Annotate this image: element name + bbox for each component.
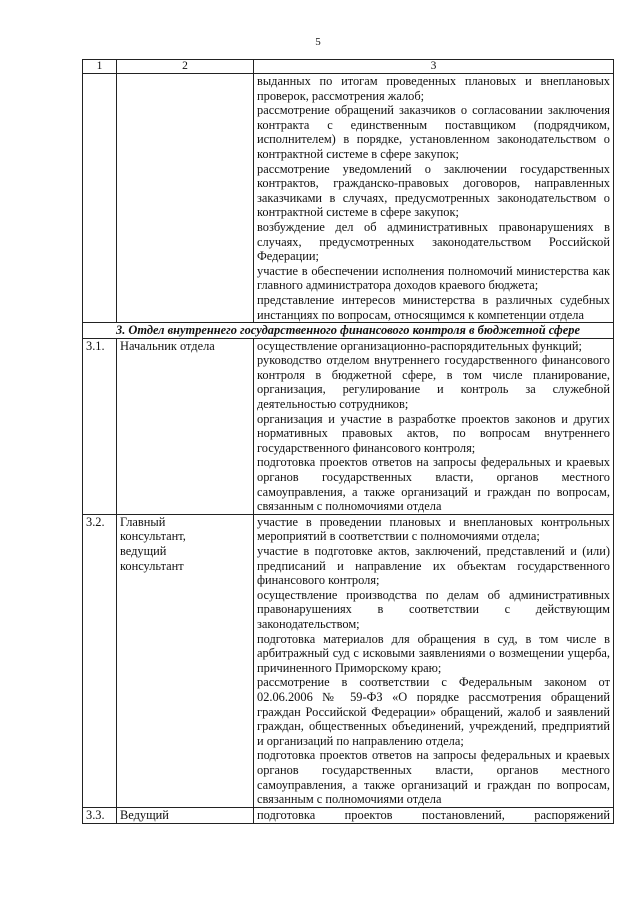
section-title: 3. Отдел внутреннего государственного финансового контроля в бюджетной сфере xyxy=(83,323,614,339)
duty-item: рассмотрение в соответствии с Федеральным законом от 02.06.2006 № 59-ФЗ «О порядке рассмотрения обращений граждан Российской Федерации» обращений, жалоб и заявлений граждан, общественных объединений, учреждений, предприятий и организаций по направлению отдела; xyxy=(257,675,610,748)
table-row xyxy=(83,807,614,823)
duty-item: участие в подготовке актов, заключений, представлений и (или) предписаний и направление их объектам государственного финансового контроля; xyxy=(257,544,610,588)
duty-item: осуществление производства по делам об административных правонарушениях в соответствии с действующим законодательством; xyxy=(257,587,610,631)
duty-item: участие в обеспечении исполнения полномочий министерства как главного администратора доходов краевого бюджета; xyxy=(257,263,610,293)
table-row-continued xyxy=(83,74,614,323)
row-number: 3.1. xyxy=(83,338,117,514)
page-number: 5 xyxy=(315,36,321,48)
row-number-cell xyxy=(83,74,117,323)
duty-item: организация и участие в разработке проектов законов и других нормативных правовых актов, по вопросам внутреннего государственного финансового контроля; xyxy=(257,411,610,455)
duty-item: возбуждение дел об административных правонарушениях в случаях, предусмотренных законодательством Российской Федерации; xyxy=(257,219,610,264)
table-header-row xyxy=(83,60,614,74)
duties-table xyxy=(82,59,614,824)
duty-item: участие в проведении плановых и внеплановых контрольных мероприятий в соответствии с полномочиями отдела; xyxy=(257,514,610,544)
row-role xyxy=(117,514,254,807)
row-role-cell xyxy=(117,74,254,323)
table-row xyxy=(83,338,614,514)
duty-item: осуществление организационно-распорядительных функций; xyxy=(257,338,582,353)
section-heading-row xyxy=(83,323,614,339)
duty-item: подготовка материалов для обращения в суд, в том числе в арбитражный суд с исковыми заявлениями о возмещении ущерба, причиненного Приморскому краю; xyxy=(257,631,610,675)
row-role: Начальник отдела xyxy=(117,338,254,514)
duty-item: выданных по итогам проведенных плановых и внеплановых проверок, рассмотрения жалоб; xyxy=(257,74,610,103)
header-col-3: 3 xyxy=(254,60,614,74)
row-duties-cell xyxy=(254,807,614,823)
row-number: 3.2. xyxy=(83,514,117,807)
row-role-text: Главный консультант, ведущий консультант xyxy=(120,514,186,573)
row-duties-cell xyxy=(254,514,614,807)
duty-item: подготовка проектов постановлений, распоряжений xyxy=(257,807,610,822)
duty-item: представление интересов министерства в различных судебных инстанциях по вопросам, относящимся к компетенции отдела xyxy=(257,292,610,322)
header-col-2: 2 xyxy=(117,60,254,74)
duty-item: рассмотрение обращений заказчиков о согласовании заключения контракта с единственным поставщиком (подрядчиком, исполнителем) в порядке, установленном законодательством о контрактной системе в сфере закупок; xyxy=(257,103,610,161)
duty-item: руководство отделом внутреннего государственного финансового контроля в бюджетной сфере, в том числе планирование, организация, регулирование и контроль за служебной деятельностью сотрудников; xyxy=(257,353,610,412)
duty-item: рассмотрение уведомлений о заключении государственных контрактов, гражданско-правовых договоров, направленных заказчиками в случаях, предусмотренных законодательством о контрактной системе в сфере закупок; xyxy=(257,161,610,220)
row-number: 3.3. xyxy=(83,807,117,823)
duty-item: подготовка проектов ответов на запросы федеральных и краевых органов государственных власти, органов местного самоуправления, а также организаций и граждан по вопросам, связанным с полномочиями отдела xyxy=(257,455,610,514)
header-col-1: 1 xyxy=(83,60,117,74)
row-role: Ведущий xyxy=(117,807,254,823)
row-duties-cell xyxy=(254,74,614,323)
duty-item: подготовка проектов ответов на запросы федеральных и краевых органов государственных власти, органов местного самоуправления, а также организаций и граждан по вопросам, связанным с полномочиями отдела xyxy=(257,748,610,807)
row-duties-cell xyxy=(254,338,614,514)
table-row xyxy=(83,514,614,807)
